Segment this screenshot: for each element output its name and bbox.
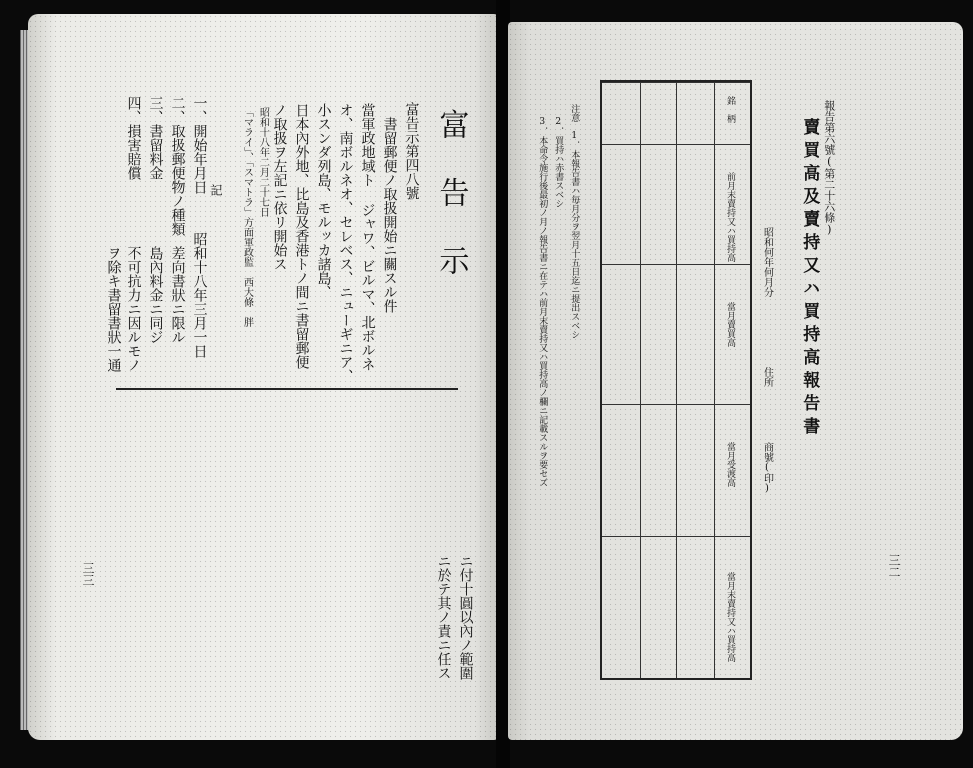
table-col-divider [714, 82, 715, 678]
body-line: 小スンダ列島、モルッカ諸島、 [315, 103, 332, 299]
item-label: 四、損害賠償 [125, 96, 142, 180]
body-line: ノ取扱ヲ左記ニ依リ開始ス [271, 103, 288, 271]
item-value: 差向書狀ニ限ル [169, 246, 186, 344]
left-page [28, 14, 498, 740]
notice-issuer: 「マライ」、「スマトラ」方面軍政監 西大條 胖 [241, 107, 253, 327]
item-label: 一、開始年月日 [191, 96, 208, 194]
item-label: 二、取扱郵便物ノ種類 [169, 96, 186, 236]
form-note: 2．買持ハ赤書スベシ [553, 117, 564, 208]
title-rule [116, 388, 458, 390]
item-continuation: ニ付十圓以內ノ範圍 [457, 554, 474, 680]
item-continuation: ニ於テ其ノ責ニ任ス [435, 554, 452, 680]
body-line: 當軍政地域ト ジャワ、ビルマ、北ボルネ [359, 103, 376, 371]
report-table [600, 80, 752, 680]
item-continuation: ヲ除キ書留書狀一通 [105, 246, 122, 372]
form-note: 注意 1．本報告書ハ毎月分ヲ翌月十五日迄ニ提出スベシ [569, 104, 580, 339]
form-address-label: 住所 [761, 367, 773, 387]
ki-heading: 記 [209, 184, 223, 196]
item-value: 昭和十八年三月一日 [191, 232, 208, 358]
right-page [508, 22, 963, 740]
table-row-divider [602, 404, 750, 405]
form-name-label: 商號(印) [761, 442, 773, 494]
table-header-cell: 當月受渡高 [725, 442, 735, 487]
notice-title: 富告示 [433, 109, 469, 313]
table-col-divider [676, 82, 677, 678]
table-row-divider [602, 264, 750, 265]
body-line: 日本內外地、比島及香港トノ間ニ書留郵便 [293, 103, 310, 369]
table-col-divider [640, 82, 641, 678]
item-value: 島內料金ニ同ジ [147, 246, 164, 344]
form-note: 3．本命令施行後最初ノ月ノ報告書ニ在テハ前月末賣持又ハ買持高ノ欄ニ記載スルヲ要セズ [537, 117, 548, 487]
notice-subject: 書留郵便ノ取扱開始ニ關スル件 [381, 117, 398, 313]
table-header-cell: 當月末賣持又ハ買持高 [725, 572, 735, 662]
form-title: 賣買高及賣持又ハ買持高報告書 [799, 118, 820, 440]
table-row-divider [602, 144, 750, 145]
notice-number: 富告示第四八號 [403, 102, 420, 200]
body-line: オ、南ボルネオ、セレベス、ニューギニア、 [337, 103, 354, 383]
page-number: 三二 [887, 554, 901, 578]
page-number: 三三 [81, 562, 95, 586]
item-value: 不可抗力ニ因ルモノ [125, 246, 142, 372]
item-label: 三、書留料金 [147, 96, 164, 180]
form-date-row: 昭和何年何月分 [761, 227, 773, 297]
table-header-cell: 前月末賣持又ハ買持高 [725, 172, 735, 262]
notice-date: 昭和十八年二月二十七日 [257, 107, 269, 217]
table-header-cell: 當月賣買高 [725, 302, 735, 347]
table-row-divider [602, 536, 750, 537]
table-header-cell: 銘 柄 [725, 96, 735, 123]
form-header-tag: 報告第六號(第二十六條) [822, 100, 836, 236]
